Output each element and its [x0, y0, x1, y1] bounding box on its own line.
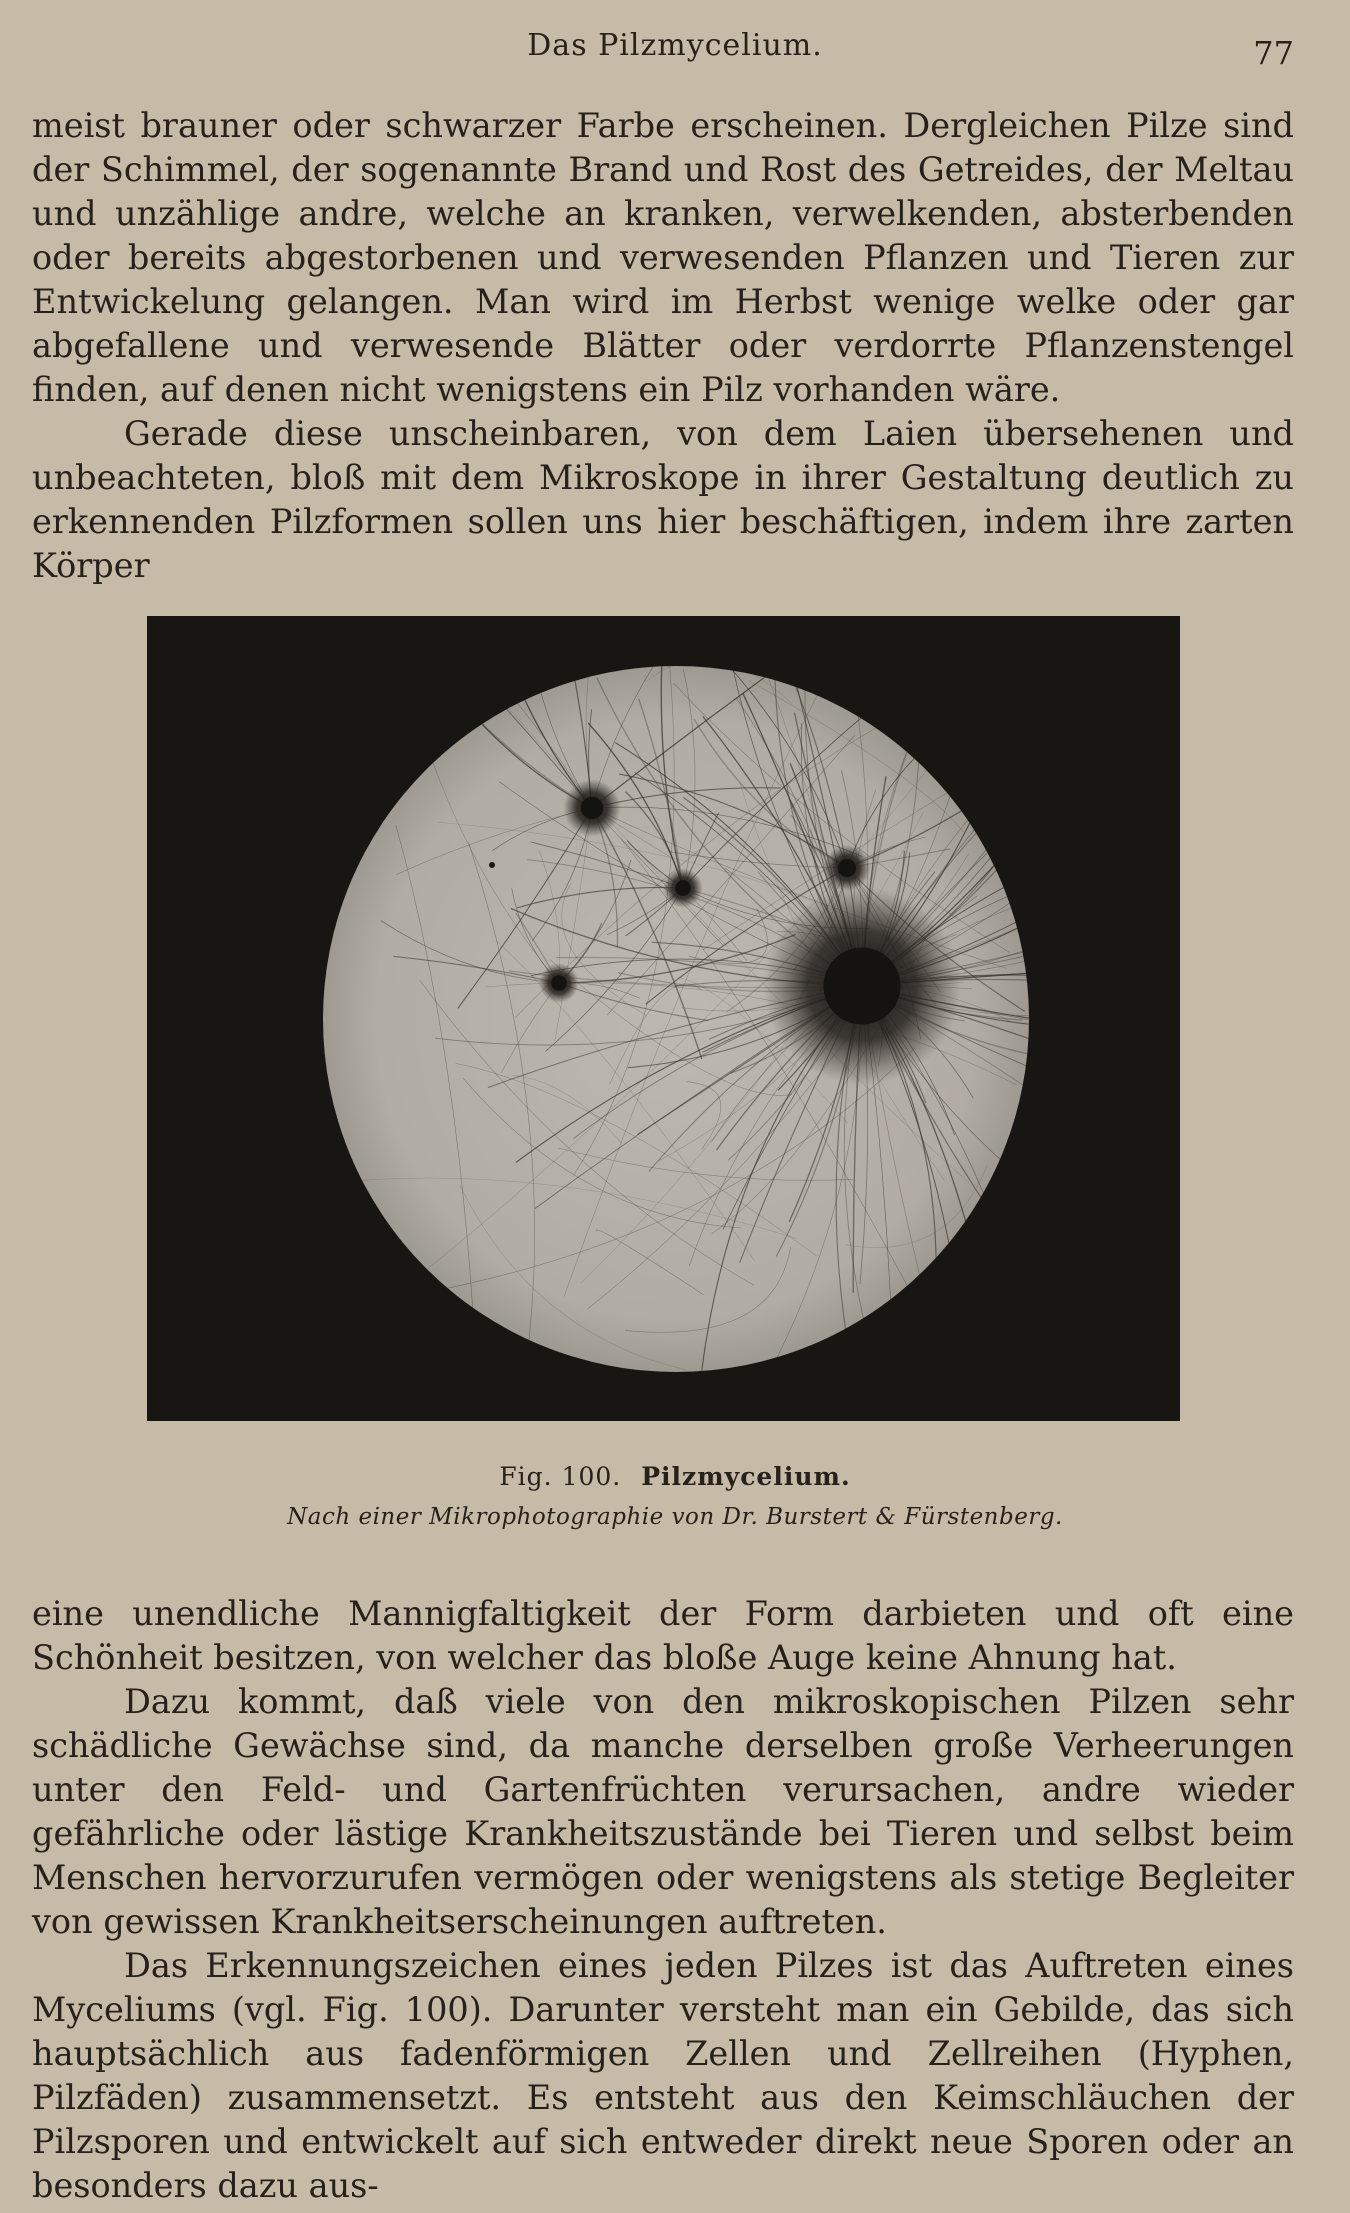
spore-cluster — [824, 948, 901, 1025]
paragraph: eine unendliche Mannigfaltigkeit der Form darbieten und oft eine Schönheit besitzen, von welcher das bloße Auge keine Ahnung hat. — [32, 1594, 1294, 1677]
figure-title: Pilzmycelium. — [641, 1462, 851, 1491]
figure-caption — [0, 1462, 1350, 1491]
figure-credit: Nach einer Mikrophotographie von Dr. Burstert & Fürstenberg. — [287, 1504, 1063, 1530]
spore-cluster — [581, 797, 603, 819]
paragraph: Das Erkennungszeichen eines jeden Pilzes ist das Auftreten eines Myceliums (vgl. Fig. 100). Darunter versteht man ein Gebilde, das sich hauptsächlich aus fadenförmigen Zellen und Zellreihen (Hyphen, Pilzfäden) zusammensetzt. Es entsteht aus den Keimschläuchen der Pilzsporen und entwickelt auf sich entweder direkt neue Sporen oder an besonders dazu aus- — [32, 1946, 1294, 2205]
mycelium-micrograph — [147, 616, 1180, 1421]
running-title: Das Pilzmycelium. — [527, 28, 823, 63]
spore-cluster — [551, 975, 566, 990]
spore-cluster — [675, 880, 690, 895]
body-text-top — [32, 104, 1294, 588]
speck — [489, 862, 495, 868]
paragraph: Dazu kommt, daß viele von den mikroskopischen Pilzen sehr schädliche Gewächse sind, da manche derselben große Verheerungen unter den Feld- und Gartenfrüchten verursachen, andre wieder gefährliche oder lästige Krankheitszustände bei Tieren und selbst beim Menschen hervorzurufen vermögen oder wenigstens als stetige Begleiter von gewissen Krankheitserscheinungen auftreten. — [32, 1682, 1294, 1941]
paragraph: meist brauner oder schwarzer Farbe erscheinen. Dergleichen Pilze sind der Schimmel, der sogenannte Brand und Rost des Getreides, der Meltau und unzählige andre, welche an kranken, verwelkenden, absterbenden oder bereits abgestorbenen und verwesenden Pflanzen und Tieren zur Entwickelung gelangen. Man wird im Herbst wenige welke oder gar abgefallene und verwesende Blätter oder verdorrte Pflanzenstengel finden, auf denen nicht wenigstens ein Pilz vorhanden wäre. — [32, 106, 1294, 409]
body-text-bottom — [32, 1592, 1294, 2208]
page-number: 77 — [1253, 34, 1294, 72]
paragraph: Gerade diese unscheinbaren, von dem Laien übersehenen und unbeachteten, bloß mit dem Mikroskope in ihrer Gestaltung deutlich zu erkennenden Pilzformen sollen uns hier beschäftigen, indem ihre zarten Körper — [32, 414, 1294, 585]
spore-cluster — [838, 859, 856, 877]
micrograph-figure — [147, 616, 1180, 1421]
figure-label: Fig. 100. — [499, 1462, 622, 1491]
